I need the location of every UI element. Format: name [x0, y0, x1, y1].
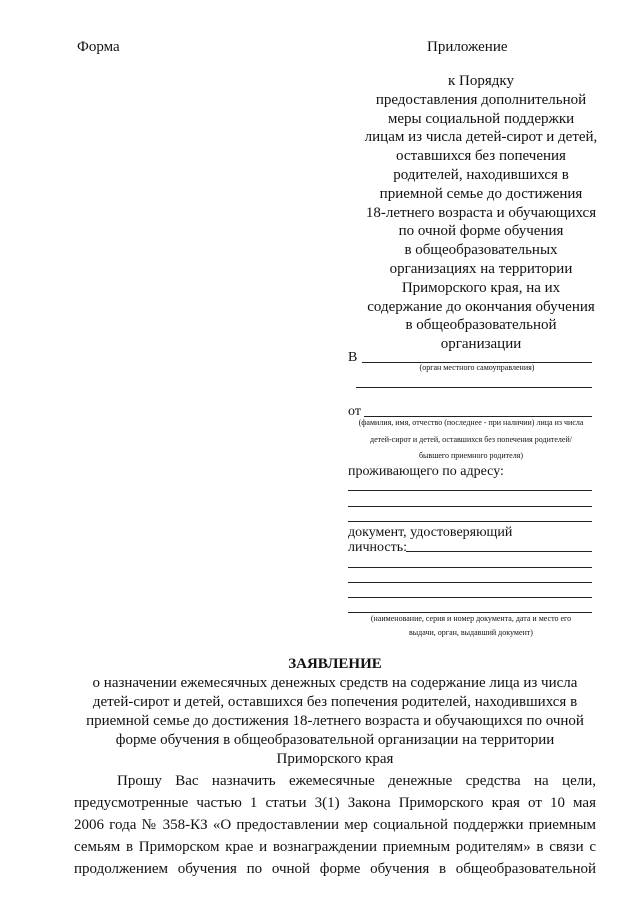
document-line-3[interactable] — [348, 582, 592, 583]
document-line-1[interactable] — [406, 551, 592, 552]
residing-label: проживающего по адресу: — [348, 464, 504, 479]
appendix-line: лицам из числа детей-сирот и детей, — [364, 129, 598, 146]
appendix-line: по очной форме обучения — [398, 223, 564, 240]
body-line: продолжением обучения по очной форме обучения в общеобразовательной — [74, 861, 596, 877]
appendix-line: в общеобразовательной — [405, 317, 557, 334]
appendix-line: Приморского края, на их — [401, 279, 561, 296]
appendix-line: содержание до окончания обучения — [367, 298, 595, 315]
address-line-1[interactable] — [348, 490, 592, 491]
appendix-reference — [346, 72, 616, 354]
from-prefix: от — [348, 404, 361, 419]
address-line-3[interactable] — [348, 521, 592, 522]
form-label: Форма — [77, 39, 120, 55]
address-line-2[interactable] — [348, 506, 592, 507]
from-caption-3: бывшего приемного родителя) — [418, 451, 524, 460]
document-line-4[interactable] — [348, 597, 592, 598]
appendix-line: в общеобразовательных — [404, 242, 558, 259]
document-line-5[interactable] — [348, 612, 592, 613]
appendix-line: 18-летнего возраста и обучающихся — [365, 204, 597, 221]
appendix-line: к Порядку — [448, 73, 514, 89]
document-caption-1: (наименование, серия и номер документа, дата и место его — [370, 614, 572, 623]
statement-subtitle-line: форме обучения в общеобразовательной организации на территории — [115, 732, 555, 748]
body-line: Прошу Вас назначить ежемесячные денежные средства на цели, — [117, 773, 596, 789]
from-field-line[interactable] — [364, 416, 592, 417]
from-caption-2: детей-сирот и детей, оставшихся без попечения родителей/ — [370, 435, 572, 444]
appendix-line: предоставления дополнительной — [375, 91, 587, 108]
to-caption: (орган местного самоуправления) — [419, 363, 535, 372]
statement-title: ЗАЯВЛЕНИЕ — [288, 656, 382, 672]
statement-subtitle-line: детей-сирот и детей, оставшихся без попечения родителей, находившихся в — [92, 694, 578, 710]
body-line: 2006 года № 358-КЗ «О предоставлении мер социальной поддержки приемным — [74, 817, 596, 833]
appendix-line: оставшихся без попечения — [396, 148, 566, 165]
statement-subtitle-line: о назначении ежемесячных денежных средств на содержание лица из числа — [92, 675, 578, 691]
document-label-2: личность: — [348, 540, 407, 555]
document-line-2[interactable] — [348, 567, 592, 568]
to-prefix: В — [348, 350, 358, 365]
body-paragraph — [74, 770, 596, 880]
statement-heading — [60, 655, 610, 769]
from-caption-1: (фамилия, имя, отчество (последнее - при наличии) лица из числа — [358, 418, 584, 427]
appendix-line: организации — [440, 336, 522, 353]
appendix-line: приемной семье до достижения — [379, 185, 583, 202]
statement-subtitle-line: приемной семье до достижения 18-летнего возраста и обучающихся по очной — [86, 713, 584, 729]
document-label-1: документ, удостоверяющий — [348, 525, 513, 540]
to-field-line-2[interactable] — [356, 387, 592, 388]
appendix-label: Приложение — [427, 39, 508, 55]
statement-subtitle-line: Приморского края — [276, 751, 394, 767]
document-caption-2: выдачи, орган, выдавший документ) — [409, 628, 533, 637]
appendix-line: меры социальной поддержки — [387, 110, 575, 127]
appendix-line: родителей, находившихся в — [393, 166, 569, 183]
body-line: семьям в Приморском крае и вознаграждении приемным родителям» в связи с — [74, 839, 596, 855]
appendix-line: организациях на территории — [389, 260, 573, 277]
body-line: предусмотренные частью 1 статьи 3(1) Закона Приморского края от 10 мая — [74, 795, 596, 811]
